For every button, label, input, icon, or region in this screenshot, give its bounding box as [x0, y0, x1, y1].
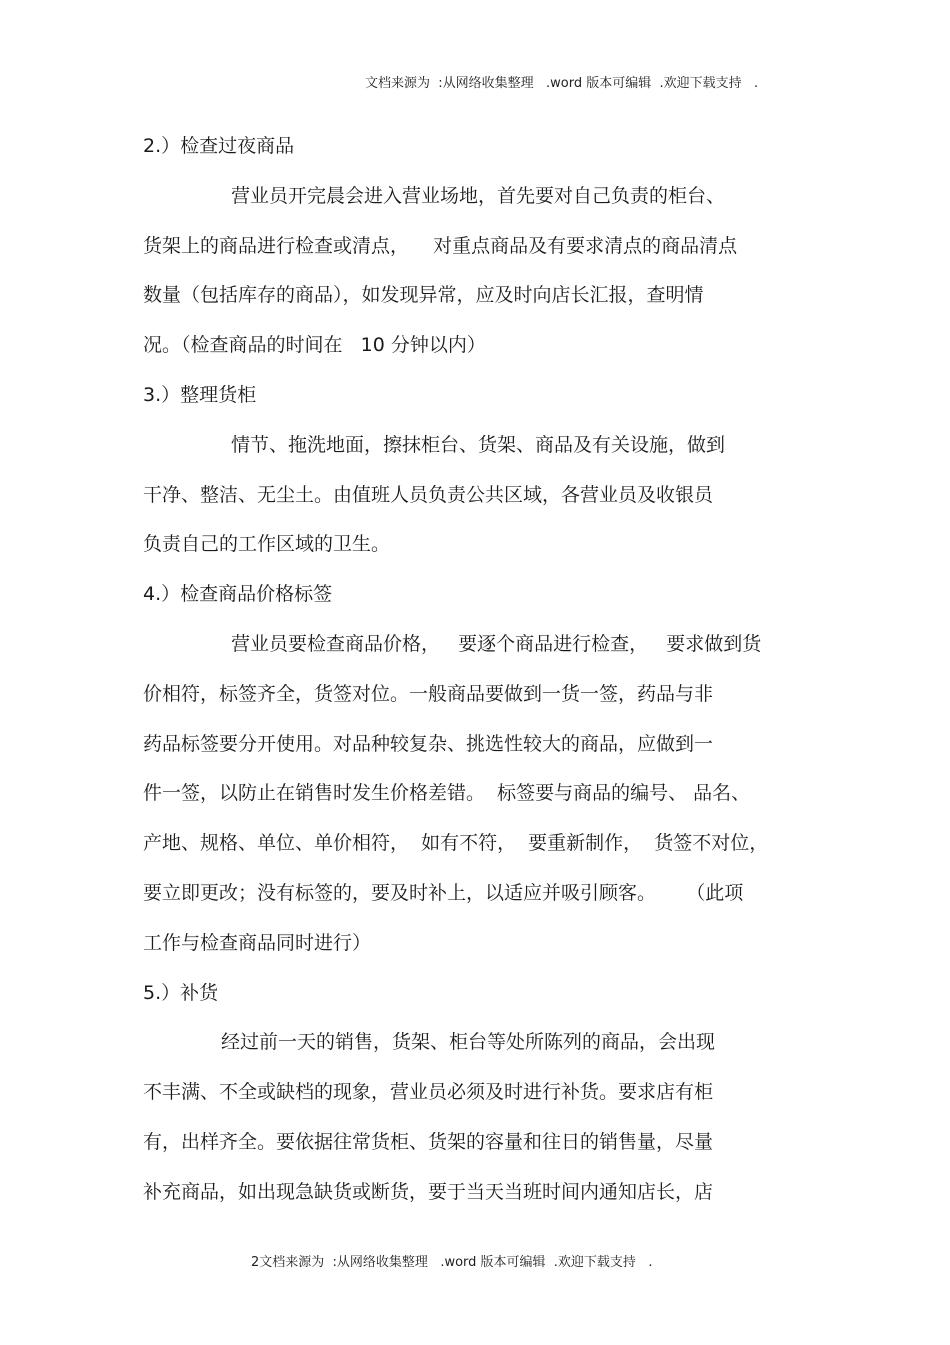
section-heading: 5.）补货 [143, 981, 219, 1004]
paragraph-line: 产地、规格、单位、单价相符， 如有不符， 要重新制作， 货签不对位， [143, 832, 769, 855]
paragraph-line: 不丰满、不全或缺档的现象，营业员必须及时进行补货。要求店有柜 [143, 1081, 714, 1104]
paragraph-line: 营业员开完晨会进入营业场地，首先要对自己负责的柜台、 [231, 184, 726, 207]
paragraph-line: 情节、拖洗地面，擦抹柜台、货架、商品及有关设施，做到 [231, 433, 726, 456]
document-body [143, 122, 813, 1218]
paragraph-line: 件一签，以防止在销售时发生价格差错。 标签要与商品的编号、 品名、 [143, 782, 751, 805]
page-footer: 2文档来源为 :从网络收集整理 .word 版本可编辑 .欢迎下载支持 . [251, 1255, 653, 1270]
paragraph-line: 工作与检查商品同时进行） [143, 931, 372, 954]
paragraph-line: 负责自己的工作区域的卫生。 [143, 533, 391, 556]
paragraph-line: 数量（包括库存的商品），如发现异常，应及时向店长汇报，查明情 [143, 284, 704, 307]
paragraph-line: 药品标签要分开使用。对品种较复杂、挑选性较大的商品，应做到一 [143, 732, 714, 755]
paragraph-line: 营业员要检查商品价格， 要逐个商品进行检查， 要求做到货 [231, 632, 762, 655]
section-heading: 3.）整理货柜 [143, 383, 257, 406]
paragraph-line: 要立即更改；没有标签的，要及时补上，以适应并吸引顾客。 （此项 [143, 881, 744, 904]
paragraph-line: 况。（检查商品的时间在 10 分钟以内） [143, 334, 486, 357]
paragraph-line: 货架上的商品进行检查或清点， 对重点商品及有要求清点的商品清点 [143, 234, 738, 257]
section-heading: 2.）检查过夜商品 [143, 135, 295, 157]
paragraph-line: 有，出样齐全。要依据往常货柜、货架的容量和往日的销售量，尽量 [143, 1130, 714, 1153]
paragraph-line: 干净、整洁、无尘土。由值班人员负责公共区域，各营业员及收银员 [143, 483, 714, 506]
page-header: 文档来源为 :从网络收集整理 .word 版本可编辑 .欢迎下载支持 . [365, 76, 759, 91]
section-heading: 4.）检查商品价格标签 [143, 583, 333, 606]
paragraph-line: 经过前一天的销售，货架、柜台等处所陈列的商品，会出现 [221, 1031, 716, 1054]
paragraph-line: 补充商品，如出现急缺货或断货，要于当天当班时间内通知店长，店 [143, 1180, 714, 1203]
paragraph-line: 价相符，标签齐全，货签对位。一般商品要做到一货一签，药品与非 [143, 682, 714, 705]
